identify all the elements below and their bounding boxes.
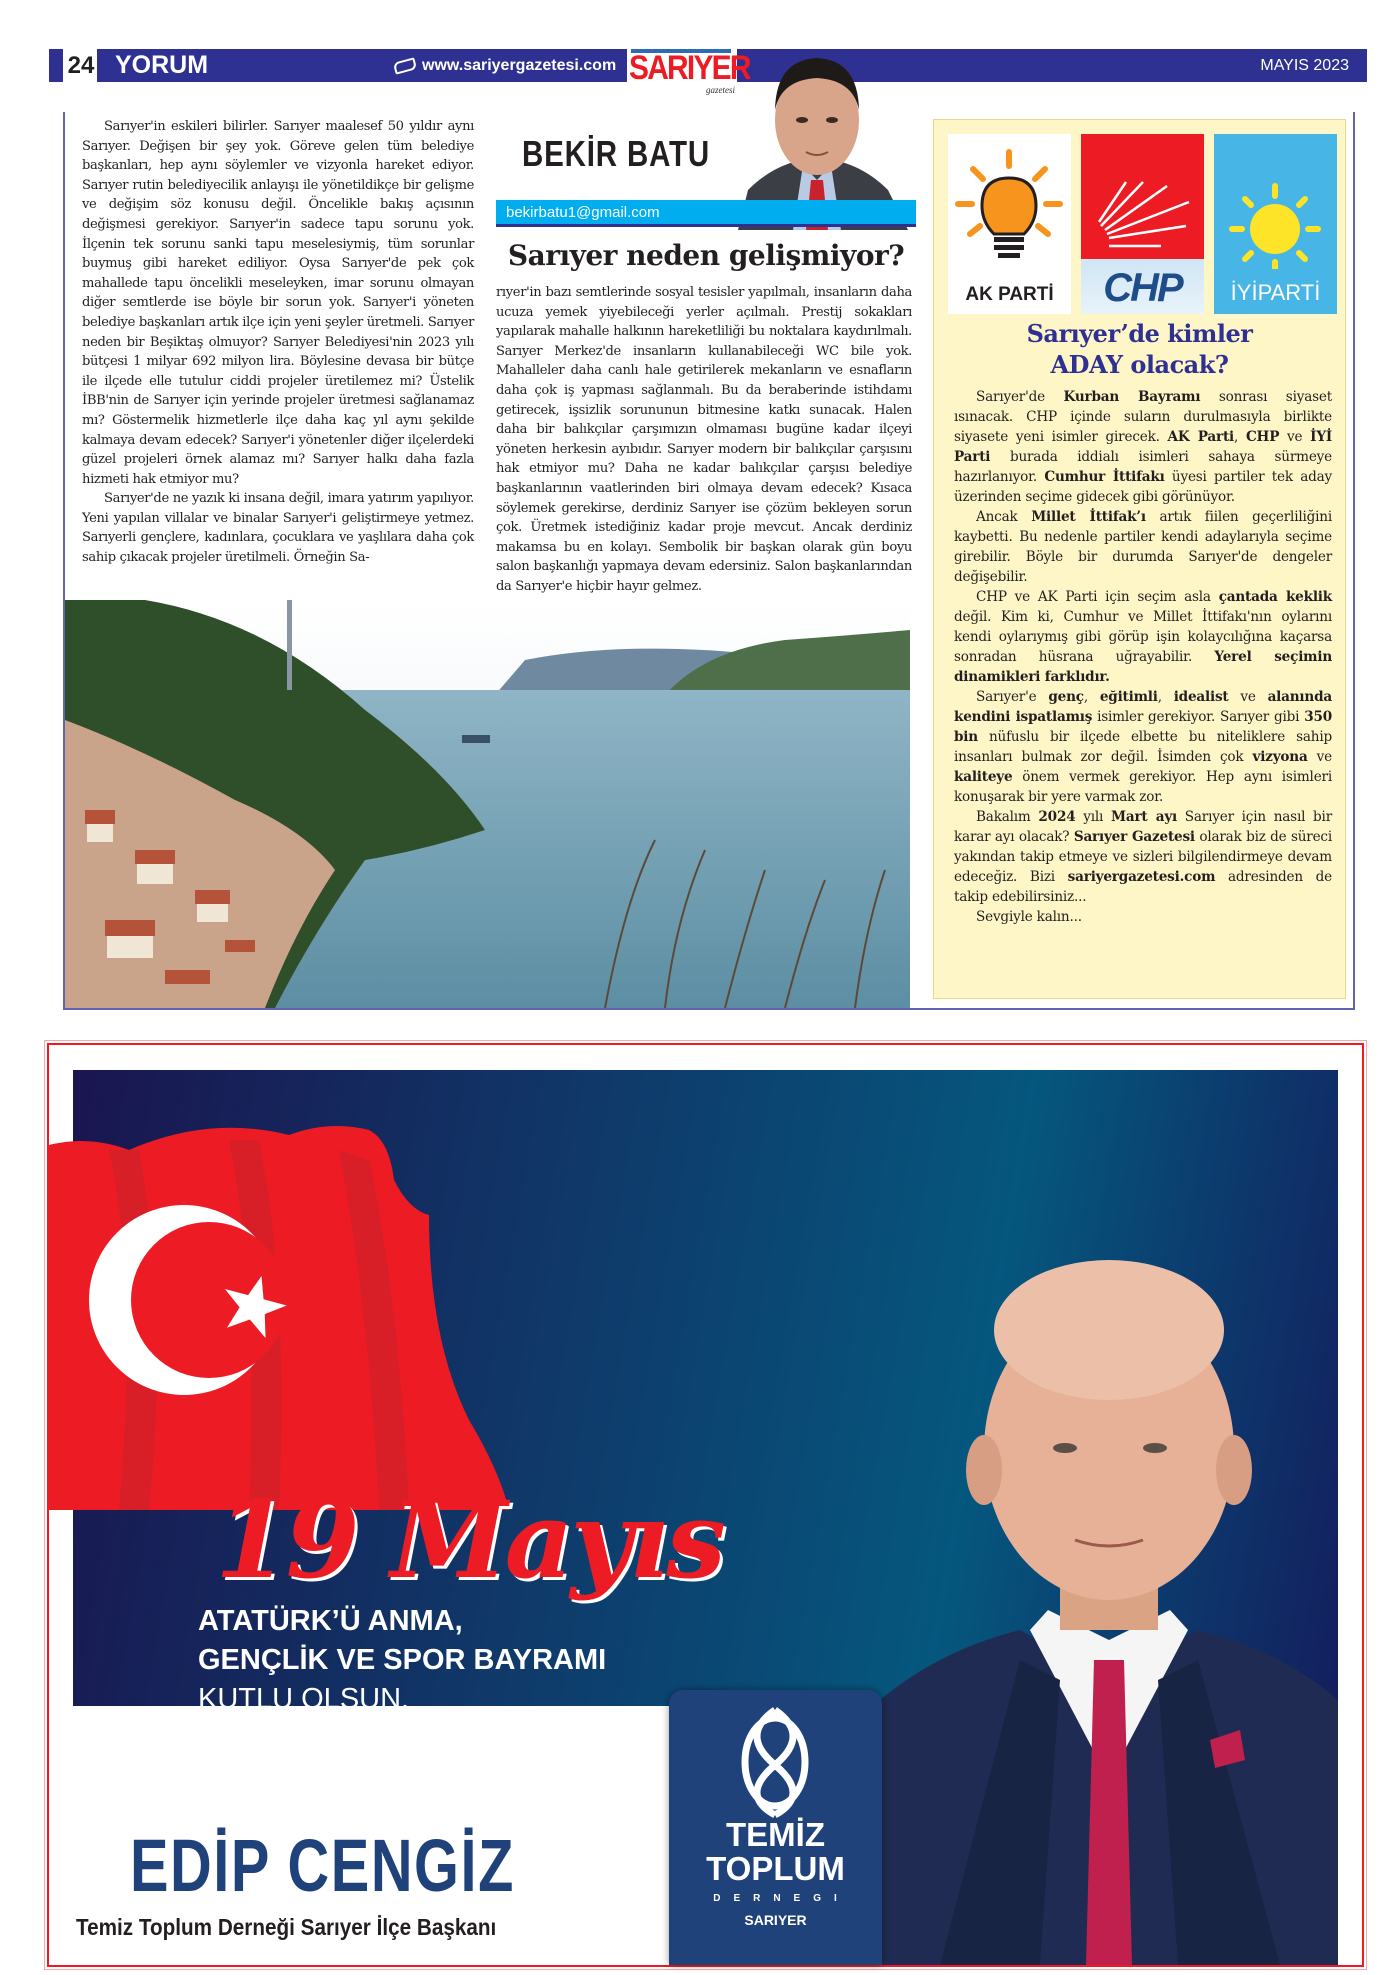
badge-line-4: SARIYER: [744, 1912, 807, 1928]
candidate-name: EDİP CENGİZ: [130, 1824, 515, 1907]
article-paragraph: rıyer'in bazı semtlerinde sosyal tesisler yapılmalı, insanların daha ucuza yemek yiyebileceği yerler açılmalı. Prestij sokakları yapılarak mahalle halkının hareketliliği bu noktalara kaydırılmalı. Sarıyer Merkez'de insanların kullanabileceği WC bile yok. Mahalleler daha canlı hale getirilerek mekanların ve esnafların daha çok iş yapması sağlanmalı. Bu da beraberinde istihdamı getirecek, işsizlik sorununun bitmesine katkı sunacak. Halen daha bir balıkçılar çarşımızın olmaması bugüne kadar ilçeyi yöneten herkesin ayıbıdır. Sarıyer modern bir balıkçılar çarşısını hak etmiyor mu? Daha ne kadar balıkçılar çarşısı belediye başkanlarının vaatlerinden biri olmaya devam edecek? Kısaca söylemek gerekirse, derdiniz Sarıyer ise çözüm bekleyen sorun çok. Üretmek istediğiniz kadar proje mevcut. Ancak derdiniz makamsa bu en kolayı. Sembolik bir başkan olarak gün boyu salon başkanlığı yapmaya devam edersiniz. Salon başkanlarından da Sarıyer'e hiçbir hayır gelmez.: [496, 285, 912, 594]
article-paragraph: Sarıyer'de ne yazık ki insana değil, imara yatırım yapılıyor. Yeni yapılan villalar ve binalar Sarıyer'i geliştirmeye yetmez. Sarıyerli gençlere, kadınlara, çocuklara ve yaşlılara daha çok sahip çıkacak projeler üretilmeli. Örneğin Sa-: [82, 491, 474, 566]
bosphorus-photo: [65, 600, 910, 1008]
website-url: www.sariyergazetesi.com: [422, 57, 617, 74]
ad-line-3: KUTLU OLSUN.: [198, 1683, 410, 1715]
logo-subtext: gazetesi: [706, 85, 735, 95]
turkish-flag: [49, 1090, 529, 1510]
sidebar-paragraph: CHP ve AK Parti için seçim asla çantada keklik değil. Kim ki, Cumhur ve Millet İttifakı'nın oylarını kendi oylarıymış gibi görüp işin kolaycılığına kaçarsa sonradan hüsrana uğrayabilir. Yerel seçimin dinamikleri farklıdır.: [954, 589, 1333, 685]
election-sidebar: [933, 119, 1346, 999]
logo-text: SARIYER: [629, 49, 750, 87]
sidebar-paragraph: Ancak Millet İttifak’ı artık fiilen geçerliliğini kaybetti. Bu nedenle partiler kendi adaylarıyla seçime girebilir. Böyle bir durumda Sarıyer'de dengeler değişebilir.: [954, 509, 1332, 585]
chp-label: CHP: [1103, 266, 1182, 310]
badge-line-2: TOPLUM: [706, 1850, 845, 1887]
iyi-label: İYİPARTİ: [1230, 280, 1321, 305]
article-headline: Sarıyer neden gelişmiyor?: [507, 239, 905, 272]
mail-icon: [393, 57, 417, 74]
sidebar-title: [934, 318, 1345, 380]
chp-logo: [1081, 134, 1204, 314]
article-column-2: [496, 283, 912, 597]
candidate-title: Temiz Toplum Derneği Sarıyer İlçe Başkanı: [76, 1914, 497, 1940]
ad-line-1: ATATÜRK’Ü ANMA,: [198, 1605, 463, 1637]
author-email-bar[interactable]: [496, 200, 916, 227]
badge-line-3: DERNEGI: [713, 1893, 850, 1904]
page-header: [49, 49, 1367, 95]
sidebar-paragraph: Sarıyer'de Kurban Bayramı sonrası siyaset ısınacak. CHP içinde suların durulmasıyla birlikte siyasete yeni isimler girecek. AK Parti, CHP ve İYİ Parti burada iddialı isimleri sahaya sürmeye hazırlanıyor. Cumhur İttifakı üyesi partiler tek aday üzerinden seçime gidecek gibi görünüyor.: [954, 389, 1332, 505]
sidebar-paragraph: Bakalım 2024 yılı Mart ayı Sarıyer için nasıl bir karar ayı olacak? Sarıyer Gazetesi olarak biz de süreci yakından takip etmeye ve sizleri bilgilendirmeye devam edeceğiz. Bizi sariyergazetesi.com adresinden de takip edebilirsiniz...: [954, 809, 1332, 905]
website-link[interactable]: [394, 49, 616, 82]
page-number: 24: [49, 49, 97, 82]
akp-label: AK PARTİ: [965, 284, 1054, 305]
akp-logo: [948, 134, 1071, 314]
article-column-1: [82, 117, 474, 568]
badge-line-1: TEMİZ: [726, 1816, 825, 1853]
sidebar-title-line1: Sarıyer’de kimler: [1026, 319, 1253, 348]
sidebar-paragraph: Sarıyer'e genç, eğitimli, idealist ve alanında kendini ispatlamış isimler gerekiyor. Sarıyer gibi 350 bin nüfuslu bir ilçede elbette bu niteliklere sahip insanları bulmak zor değil. İsimden çok vizyona ve kaliteye önem vermek gerekiyor. Hep aynı isimleri konuşarak bir yere varmak zor.: [954, 689, 1332, 805]
issue-date: MAYIS 2023: [1260, 57, 1349, 74]
party-logos: [948, 134, 1338, 314]
ad-line-2: GENÇLİK VE SPOR BAYRAMI: [198, 1644, 607, 1676]
candidate-portrait: [880, 1220, 1338, 1965]
ad-script-title: 19 Mayıs: [215, 1477, 723, 1602]
author-name: BEKİR BATU: [522, 133, 711, 174]
sidebar-paragraph: Sevgiyle kalın...: [976, 909, 1082, 925]
lightbulb-icon: [948, 134, 1071, 274]
section-title: YORUM: [115, 51, 209, 79]
temiz-toplum-badge: [669, 1690, 882, 1965]
article-paragraph: Sarıyer'in eskileri bilirler. Sarıyer maalesef 50 yıldır aynı Sarıyer. Değişen bir şey yok. Göreve gelen tüm belediye başkanları, hep aynı söylemler ve vizyonla hareket ediyor. Sarıyer rutin belediyecilik anlayışı ile yönetildikçe bir gelişme ve değişim söz konusu değil. Öncelikle bakış açısının değişmesi gerekiyor. Sarıyer'in sadece tapu sorunu yok. İlçenin tek sorunu sanki tapu meselesiymiş, tüm sorunlar buymuş gibi hareket ediliyor. Oysa Sarıyer'de pek çok mahallede tapu öncelikli meseleyken, imar sorunu olmayan diğer semtlerde ise böyle bir sorun yok. Sarıyer'i yöneten belediye başkanları artık ilçe için yeni şeyler üretmeli. Sarıyer neden bir Beşiktaş olmuyor? Sarıyer Belediyesi'nin 2023 yılı bütçesi 1 milyar 692 milyon lira. Böylesine devasa bir bütçe ile ilçede elle tutulur ciddi projeler üretilemez mi? Üstelik İBB'nin de Sarıyer için yerinde projeler üretmesi sağlanamaz mı? Göstermelik hizmetlerle ilçe daha kaç yıl aynı şekilde kalmaya devam edecek? Sarıyer'i yönetenler diğer ilçelerdeki güzel projeleri örnek alamaz mı? Sarıyer halkı daha fazla hizmeti hak etmiyor mu?: [82, 119, 474, 487]
sun-icon: [1214, 134, 1337, 269]
iyi-logo: [1214, 134, 1337, 314]
knot-logo-icon: [669, 1690, 882, 1820]
author-email: bekirbatu1@gmail.com: [506, 204, 660, 221]
sidebar-body: [954, 387, 1332, 927]
six-arrows-icon: [1081, 134, 1204, 259]
sidebar-title-line2: ADAY olacak?: [1050, 350, 1229, 379]
